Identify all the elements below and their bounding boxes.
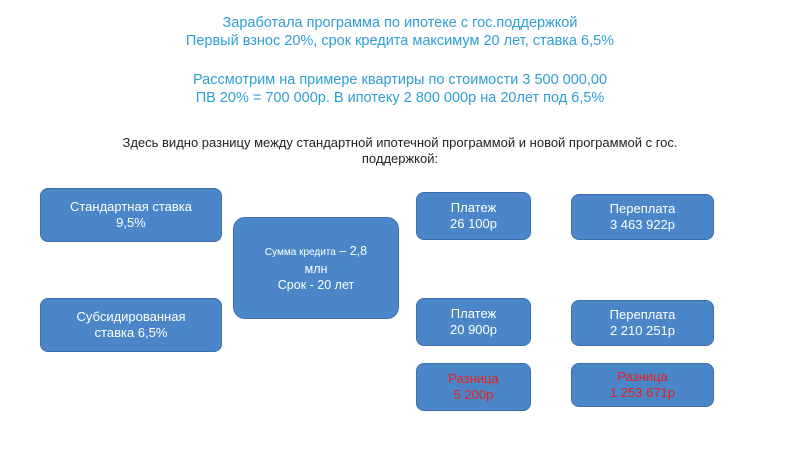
header-line-2: Первый взнос 20%, срок кредита максимум 20 лет, ставка 6,5% [185, 33, 615, 49]
payment-difference-label: Разница [448, 371, 499, 386]
subsidized-rate-box [40, 298, 222, 352]
payment-subsidized-box [416, 298, 531, 346]
loan-amount-value: – 2,8 [335, 244, 368, 258]
overpayment-subsidized-box [571, 300, 714, 346]
overpayment-subsidized-value: 2 210 251р [609, 323, 676, 338]
payment-standard-label: Платеж [450, 200, 497, 215]
overpayment-difference-value: 1 253 671р [609, 385, 676, 400]
header-line-1: Заработала программа по ипотеке с гос.поддержкой [222, 15, 578, 31]
payment-standard-value: 26 100р [450, 216, 497, 231]
payment-subsidized-label: Платеж [450, 306, 497, 321]
loan-amount-label: Сумма кредита [264, 247, 336, 258]
standard-rate-value: 9,5% [116, 215, 146, 230]
overpayment-standard-box [571, 194, 714, 240]
payment-difference-value: 5 200р [453, 387, 494, 402]
overpayment-difference-box [571, 363, 714, 407]
overpayment-subsidized-label: Переплата [609, 307, 676, 322]
subtitle-line-1: Здесь видно разницу между стандартной ипотечной программой и новой программой с гос. [122, 135, 678, 150]
loan-amount-line [265, 243, 367, 261]
subsidized-rate-label: Субсидированная [76, 309, 186, 324]
header-line-3: Рассмотрим на примере квартиры по стоимости 3 500 000,00 [192, 72, 608, 88]
overpayment-standard-value: 3 463 922р [609, 217, 676, 232]
overpayment-difference-label: Разница [617, 369, 668, 384]
loan-amount-unit: млн [304, 262, 328, 276]
standard-rate-label: Стандартная ставка [69, 199, 193, 214]
payment-difference-box [416, 363, 531, 411]
payment-subsidized-value: 20 900р [450, 322, 497, 337]
header-line-4: ПВ 20% = 700 000р. В ипотеку 2 800 000р на 20лет под 6,5% [195, 90, 605, 106]
overpayment-standard-label: Переплата [609, 201, 676, 216]
subsidized-rate-value: ставка 6,5% [94, 325, 168, 340]
loan-term: Срок - 20 лет [277, 278, 355, 292]
payment-standard-box [416, 192, 531, 240]
subtitle-line-2: поддержкой: [361, 151, 439, 166]
loan-summary-box [233, 217, 399, 319]
standard-rate-box [40, 188, 222, 242]
